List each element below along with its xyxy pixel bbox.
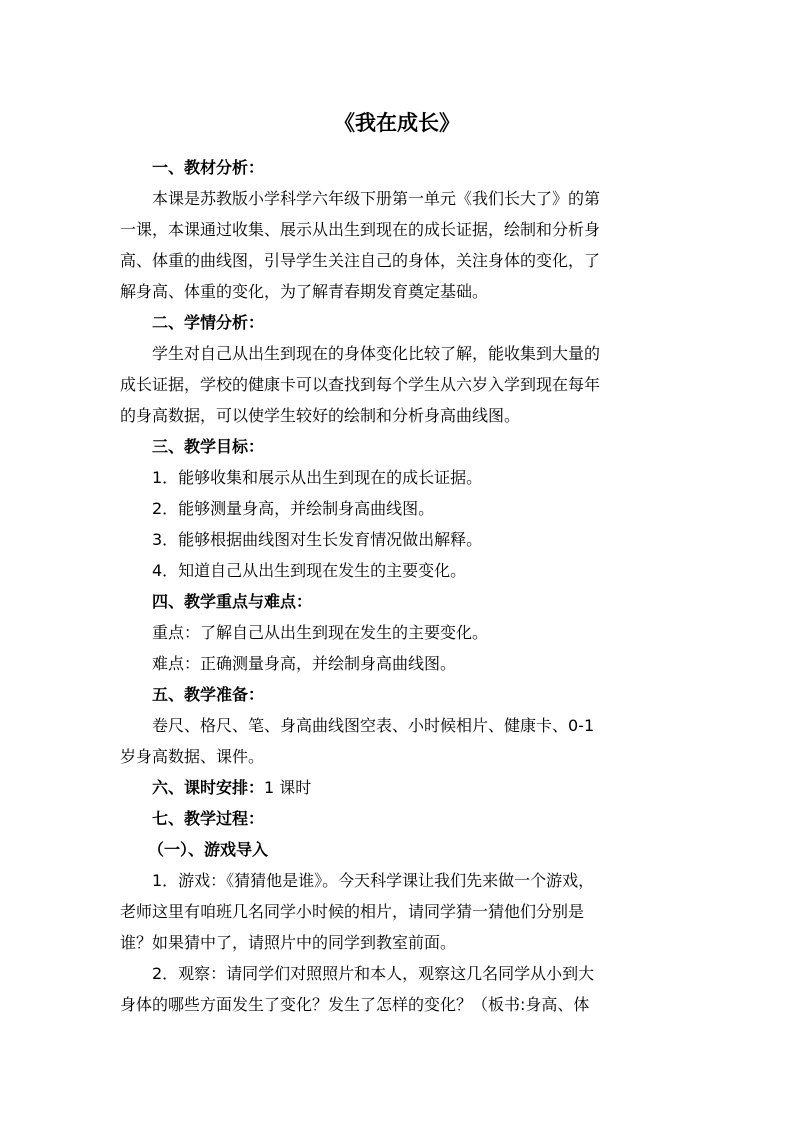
paragraph-line: 成长证据，学校的健康卡可以查找到每个学生从六岁入学到现在每年: [120, 375, 601, 394]
subsection-heading-game-intro: （一）、游戏导入: [148, 840, 269, 859]
paragraph-line: 老师这里有咱班几名同学小时候的相片，请同学猜一猜他们分别是: [120, 902, 585, 921]
observe-paragraph: [120, 958, 674, 1020]
section-heading-teaching-goals: 三、教学目标：: [152, 437, 265, 456]
list-item: 3．能够根据曲线图对生长发育情况做出解释。: [152, 530, 483, 549]
paragraph-line: 本课是苏教版小学科学六年级下册第一单元《我们长大了》的第: [152, 189, 601, 208]
paragraph-line: 的身高数据，可以使学生较好的绘制和分析身高曲线图。: [120, 406, 521, 425]
student-analysis-paragraph: [120, 338, 674, 431]
paragraph-line: 高、体重的曲线图，引导学生关注自己的身体，关注身体的变化，了: [120, 251, 601, 270]
class-hours-label: 六、课时安排：: [152, 778, 265, 797]
paragraph-line: 谁？如果猜中了，请照片中的同学到教室前面。: [120, 933, 457, 952]
section-heading-textbook-analysis: 一、教材分析：: [152, 158, 265, 177]
paragraph-line: 学生对自己从出生到现在的身体变化比较了解，能收集到大量的: [152, 344, 601, 363]
class-hours-value: 1 课时: [264, 778, 312, 797]
game-paragraph: [120, 865, 674, 958]
paragraph-line: 岁身高数据、课件。: [120, 747, 265, 766]
section-heading-preparation: 五、教学准备：: [152, 685, 265, 704]
list-item: 重点：了解自己从出生到现在发生的主要变化。: [152, 623, 489, 642]
section-heading-key-points: 四、教学重点与难点：: [152, 592, 313, 611]
document-page: [120, 108, 674, 1020]
list-item: 4．知道自己从出生到现在发生的主要变化。: [152, 561, 467, 580]
teaching-goals-list: [120, 462, 674, 586]
paragraph-line: 卷尺、格尺、笔、身高曲线图空表、小时候相片、健康卡、0-1: [152, 716, 595, 735]
section-heading-teaching-process: 七、教学过程：: [152, 809, 265, 828]
list-item: 2．能够测量身高，并绘制身高曲线图。: [152, 499, 435, 518]
paragraph-line: 解身高、体重的变化，为了解青春期发育奠定基础。: [120, 282, 489, 301]
section-heading-class-hours: [120, 772, 674, 803]
key-points-list: [120, 617, 674, 679]
paragraph-line: 一课，本课通过收集、展示从出生到现在的成长证据，绘制和分析身: [120, 220, 601, 239]
document-title: 《我在成长》: [334, 111, 460, 135]
textbook-analysis-paragraph: [120, 183, 674, 307]
paragraph-line: 2．观察：请同学们对照照片和本人，观察这几名同学从小到大: [152, 964, 595, 983]
paragraph-line: 身体的哪些方面发生了变化？发生了怎样的变化？（板书:身高、体: [120, 995, 590, 1014]
list-item: 难点：正确测量身高，并绘制身高曲线图。: [152, 654, 457, 673]
paragraph-line: 1．游戏：《猜猜他是谁》。今天科学课让我们先来做一个游戏，: [152, 871, 595, 890]
preparation-paragraph: [120, 710, 674, 772]
section-heading-student-analysis: 二、学情分析：: [152, 313, 265, 332]
list-item: 1．能够收集和展示从出生到现在的成长证据。: [152, 468, 483, 487]
